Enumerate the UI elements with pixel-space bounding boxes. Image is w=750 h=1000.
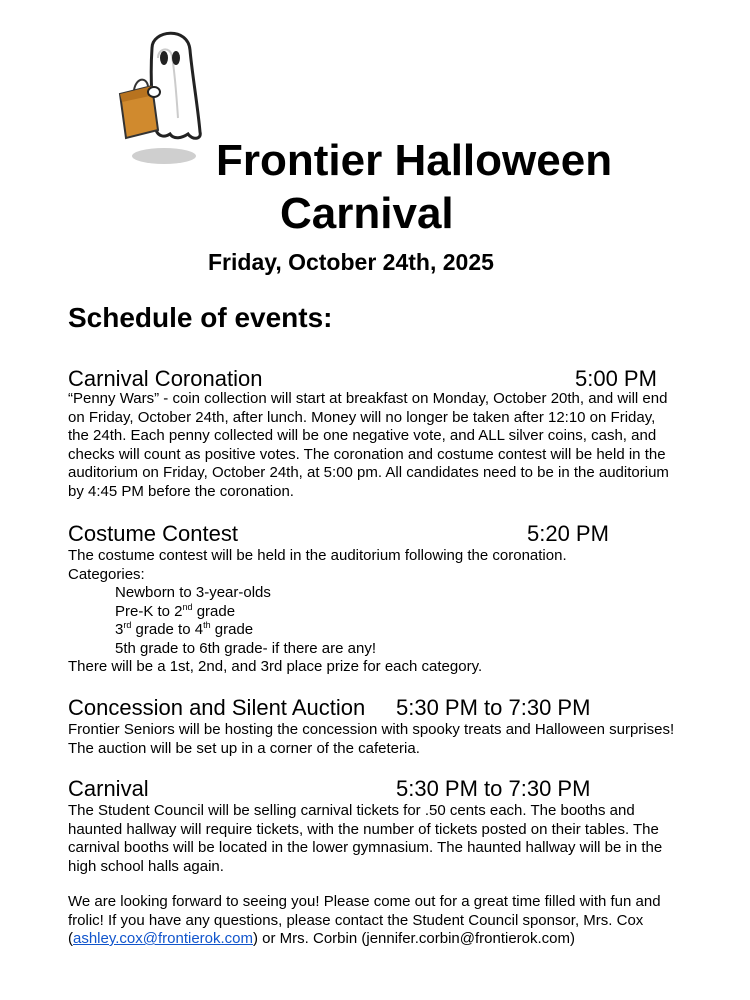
category-item: 3rd grade to 4th grade — [115, 620, 254, 638]
category-item: 5th grade to 6th grade- if there are any! — [115, 639, 376, 657]
schedule-heading: Schedule of events: — [68, 302, 333, 333]
closing-paragraph: We are looking forward to seeing you! Please come out for a great time filled with fun and frolic! If you have any questions, please contact the Student Council sponsor, Mrs. Cox (ashley.cox@frontierok.com) or Mrs. Corbin (jennifer.corbin@frontierok.com) — [68, 893, 661, 947]
section-time-costume-contest: 5:20 PM — [527, 521, 609, 546]
costume-intro: The costume contest will be held in the auditorium following the coronation. — [68, 547, 567, 564]
categories-label: Categories: — [68, 565, 145, 583]
section-time-carnival: 5:30 PM to 7:30 PM — [396, 776, 591, 801]
costume-outro: There will be a 1st, 2nd, and 3rd place prize for each category. — [68, 658, 483, 675]
section-body-costume-contest — [68, 547, 680, 677]
ghost-with-treat-bag-icon — [112, 28, 214, 178]
section-body-coronation: “Penny Wars” - coin collection will start at breakfast on Monday, October 20th, and will end on Friday, October 24th, after lunch. Money will no longer be taken after 12:10 on Friday, the 24th. Each penny collected will be one negative vote, and ALL silver coins, cash, and checks will count as positive votes. The coronation and costume contest will be held in the auditorium on Friday, October 24th, at 5:00 pm. All candidates need to be in the auditorium by 4:45 PM before the coronation. — [68, 390, 669, 500]
category-item: Newborn to 3-year-olds — [115, 584, 271, 601]
section-body-concession: Frontier Seniors will be hosting the concession with spooky treats and Halloween surprises! The auction will be set up in a corner of the cafeteria. — [68, 721, 675, 757]
section-time-coronation: 5:00 PM — [575, 366, 657, 391]
section-title-costume-contest: Costume Contest — [68, 521, 238, 546]
section-time-concession: 5:30 PM to 7:30 PM — [396, 695, 591, 720]
section-title-coronation: Carnival Coronation — [68, 366, 263, 391]
section-title-concession: Concession and Silent Auction — [68, 695, 366, 720]
email-link-cox[interactable]: ashley.cox@frontierok.com — [73, 930, 254, 947]
page-title-line-1: Frontier Halloween — [216, 136, 613, 185]
section-title-carnival: Carnival — [68, 776, 149, 801]
section-body-carnival: The Student Council will be selling carnival tickets for .50 cents each. The booths and haunted hallway will require tickets, with the number of tickets posted on their tables. The carnival booths will be located in the lower gymnasium. The haunted hallway will be in the high school halls again. — [68, 802, 663, 875]
page-title-line-2: Carnival — [280, 189, 454, 238]
event-date: Friday, October 24th, 2025 — [208, 249, 494, 275]
category-item: Pre-K to 2nd grade — [115, 601, 236, 620]
